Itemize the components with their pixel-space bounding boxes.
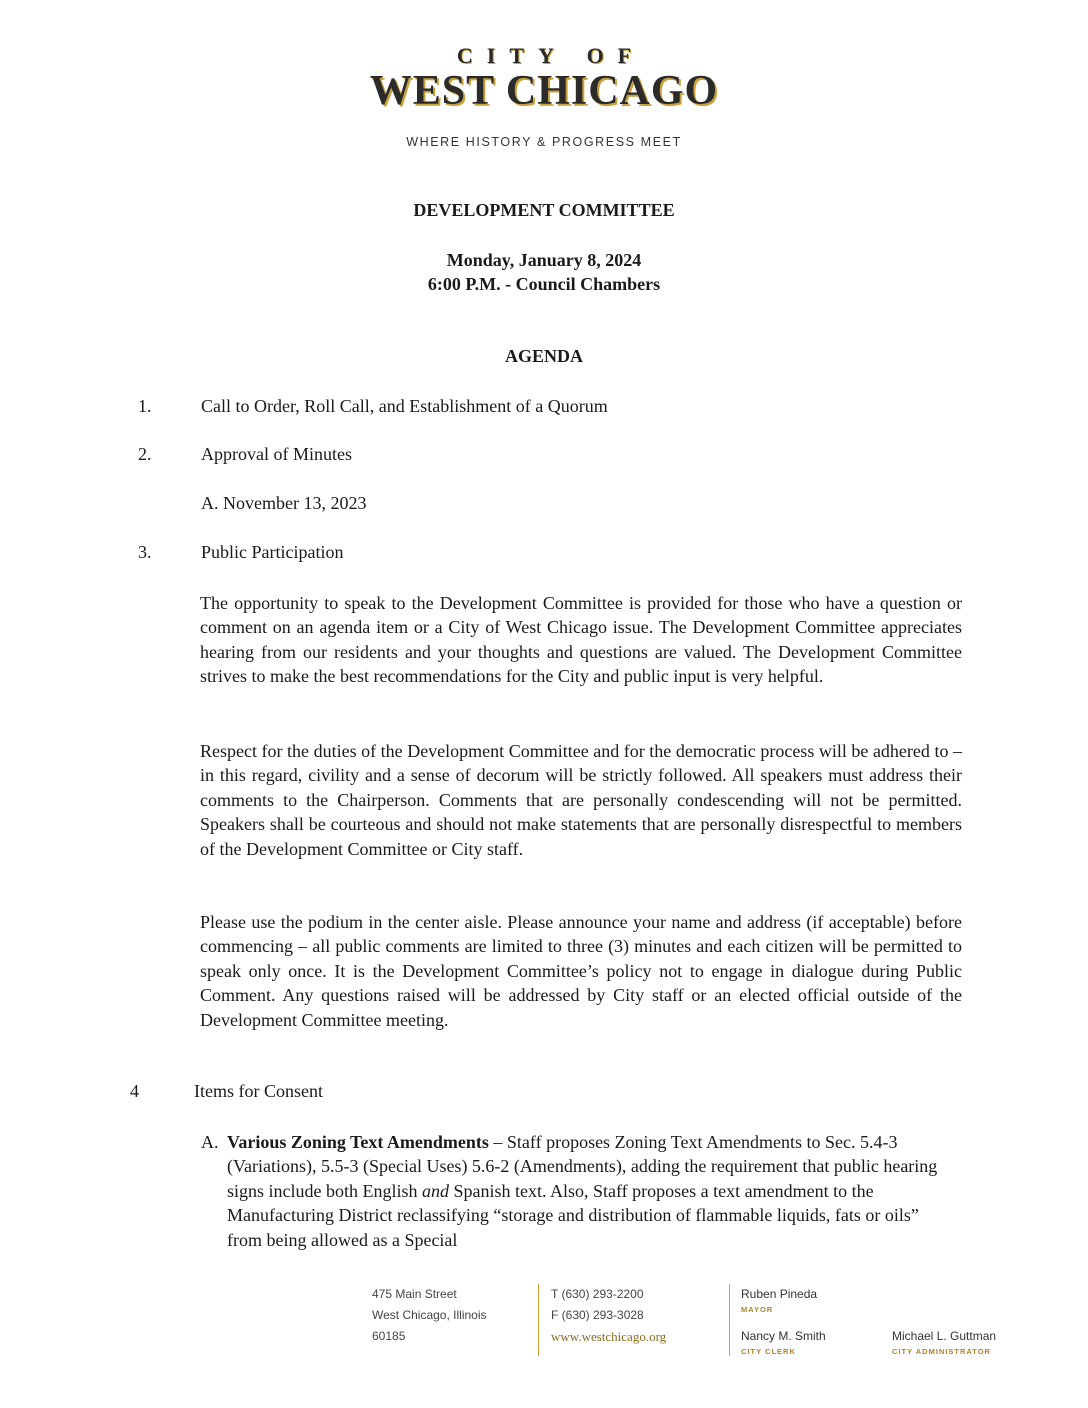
consent-item-letter: A.	[201, 1132, 219, 1152]
item-number: 1.	[138, 396, 152, 416]
meeting-date: Monday, January 8, 2024	[446, 250, 642, 270]
city-logo	[0, 44, 1088, 114]
footer-administrator	[892, 1326, 996, 1356]
item-label: Items for Consent	[194, 1081, 323, 1101]
clerk-role: CITY CLERK	[741, 1347, 796, 1356]
participation-paragraph: The opportunity to speak to the Development Committee is provided for those who have a question or comment on an agenda item or a City of West Chicago issue. The Development Committee appreciates hearing from our residents and your thoughts and questions are valued. The Development Committee strives to make the best recommendations for the City and public input is very helpful.	[200, 593, 962, 687]
footer-officials	[741, 1284, 826, 1356]
committee-title: DEVELOPMENT COMMITTEE	[413, 200, 675, 220]
administrator-name: Michael L. Guttman	[892, 1329, 997, 1343]
item-number: 2.	[138, 444, 152, 464]
mayor-name: Ruben Pineda	[741, 1287, 818, 1301]
item-label: Public Participation	[201, 542, 344, 562]
footer-address	[372, 1284, 487, 1347]
item-number: 4	[130, 1081, 139, 1101]
consent-item-emphasis: and	[422, 1180, 449, 1201]
tagline: WHERE HISTORY & PROGRESS MEET	[406, 135, 682, 149]
logo-city-of: CITY OF	[456, 43, 646, 68]
mayor-role: MAYOR	[741, 1305, 774, 1314]
address-line: 60185	[372, 1329, 406, 1343]
fax-number: F (630) 293-3028	[551, 1308, 644, 1322]
address-line: West Chicago, Illinois	[372, 1308, 487, 1322]
consent-item-title: Various Zoning Text Amendments	[227, 1132, 489, 1152]
consent-item-body	[227, 1130, 941, 1252]
consent-item-text: – Staff proposes Zoning Text Amendments to Sec. 5.4-3 (Variations), 5.5-3 (Special Uses) 5.6-2 (Amendments), adding the requirement that public hearing signs include both English	[227, 1132, 938, 1201]
footer-divider	[538, 1284, 539, 1356]
item-number: 3.	[138, 542, 152, 562]
footer-divider	[729, 1284, 730, 1356]
minutes-date: A. November 13, 2023	[201, 493, 367, 513]
participation-paragraph: Respect for the duties of the Development Committee and for the democratic process will be adhered to – in this regard, civility and a sense of decorum will be strictly followed. All speakers must address their comments to the Chairperson. Comments that are personally condescending will not be permitted. Speakers shall be courteous and should not make statements that are personally disrespectful to members of the Development Committee or City staff.	[200, 741, 962, 859]
agenda-heading: AGENDA	[504, 346, 583, 366]
consent-item-text: Spanish text. Also, Staff proposes a text amendment to the Manufacturing District reclassifying “storage and distribution of flammable liquids, fats or oils” from being allowed as a Special	[227, 1180, 919, 1250]
participation-paragraph: Please use the podium in the center aisle. Please announce your name and address (if acceptable) before commencing – all public comments are limited to three (3) minutes and each citizen will be permitted to speak only once. It is the Development Committee’s policy not to engage in dialogue during Public Comment. Any questions raised will be addressed by City staff or an elected official outside of the Development Committee meeting.	[200, 912, 962, 1030]
meeting-time-place: 6:00 P.M. - Council Chambers	[427, 274, 661, 294]
administrator-role: CITY ADMINISTRATOR	[892, 1347, 991, 1356]
item-label: Approval of Minutes	[201, 444, 352, 464]
website-link[interactable]: www.westchicago.org	[551, 1329, 667, 1344]
clerk-name: Nancy M. Smith	[741, 1329, 826, 1343]
phone-number: T (630) 293-2200	[551, 1287, 644, 1301]
logo-city-name: WEST CHICAGO	[369, 68, 719, 114]
consent-item-a	[201, 1130, 941, 1252]
address-line: 475 Main Street	[372, 1287, 457, 1301]
item-label: Call to Order, Roll Call, and Establishment of a Quorum	[201, 396, 608, 416]
footer-contact	[551, 1284, 666, 1347]
